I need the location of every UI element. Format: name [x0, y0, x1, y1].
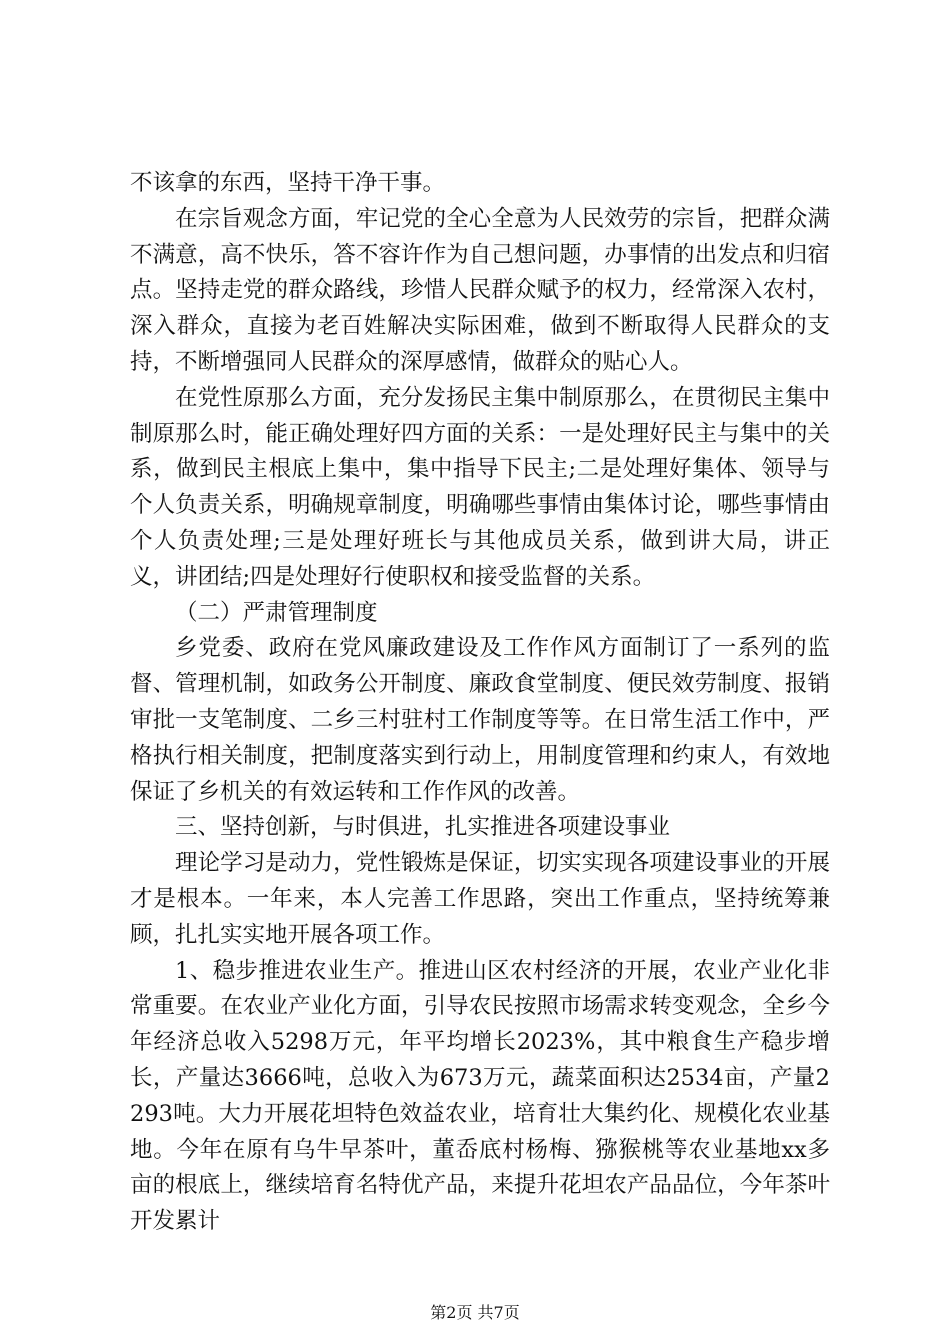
- paragraph-management-system: 乡党委、政府在党风廉政建设及工作作风方面制订了一系列的监督、管理机制，如政务公开制度、廉政食堂制度、便民效劳制度、报销审批一支笔制度、二乡三村驻村工作制度等等。在日常生活工作中，严格执行相关制度，把制度落实到行动上，用制度管理和约束人，有效地保证了乡机关的有效运转和工作作风的改善。: [130, 635, 830, 805]
- paragraph-purpose-concept: 在宗旨观念方面，牢记党的全心全意为人民效劳的宗旨，把群众满不满意，高不快乐，答不容许作为自己想问题，办事情的出发点和归宿点。坚持走党的群众路线，珍惜人民群众赋予的权力，经常深入农村，深入群众，直接为老百姓解决实际困难，做到不断取得人民群众的支持，不断增强同人民群众的深厚感情，做群众的贴心人。: [130, 205, 830, 375]
- document-body: [130, 166, 830, 1240]
- paragraph-party-principle: 在党性原那么方面，充分发扬民主集中制原那么，在贯彻民主集中制原那么时，能正确处理好四方面的关系：一是处理好民主与集中的关系，做到民主根底上集中，集中指导下民主;二是处理好集体、领导与个人负责关系，明确规章制度，明确哪些事情由集体讨论，哪些事情由个人负责处理;三是处理好班长与其他成员关系，做到讲大局，讲正义，讲团结;四是处理好行使职权和接受监督的关系。: [130, 384, 830, 590]
- section-heading-management-system: （二）严肃管理制度: [175, 599, 378, 626]
- paragraph-theory-study: 理论学习是动力，党性锻炼是保证，切实实现各项建设事业的开展才是根本。一年来，本人完善工作思路，突出工作重点，坚持统筹兼顾，扎扎实实地开展各项工作。: [130, 850, 830, 948]
- paragraph-agriculture: 1、稳步推进农业生产。推进山区农村经济的开展，农业产业化非常重要。在农业产业化方面，引导农民按照市场需求转变观念，全乡今年经济总收入5298万元，年平均增长2023%，其中粮食生产稳步增长，产量达3666吨，总收入为673万元，蔬菜面积达2534亩，产量2293吨。大力开展花坦特色效益农业，培育壮大集约化、规模化农业基地。今年在原有乌牛早茶叶，董岙底村杨梅、猕猴桃等农业基地xx多亩的根底上，继续培育名特优产品，来提升花坦农产品品位，今年茶叶开发累计: [130, 957, 830, 1235]
- page-number-footer: 第2页 共7页: [430, 1303, 520, 1322]
- paragraph-continuation: 不该拿的东西，坚持干净干事。: [130, 170, 446, 196]
- section-heading-innovation: 三、坚持创新，与时俱进，扎实推进各项建设事业: [175, 814, 671, 841]
